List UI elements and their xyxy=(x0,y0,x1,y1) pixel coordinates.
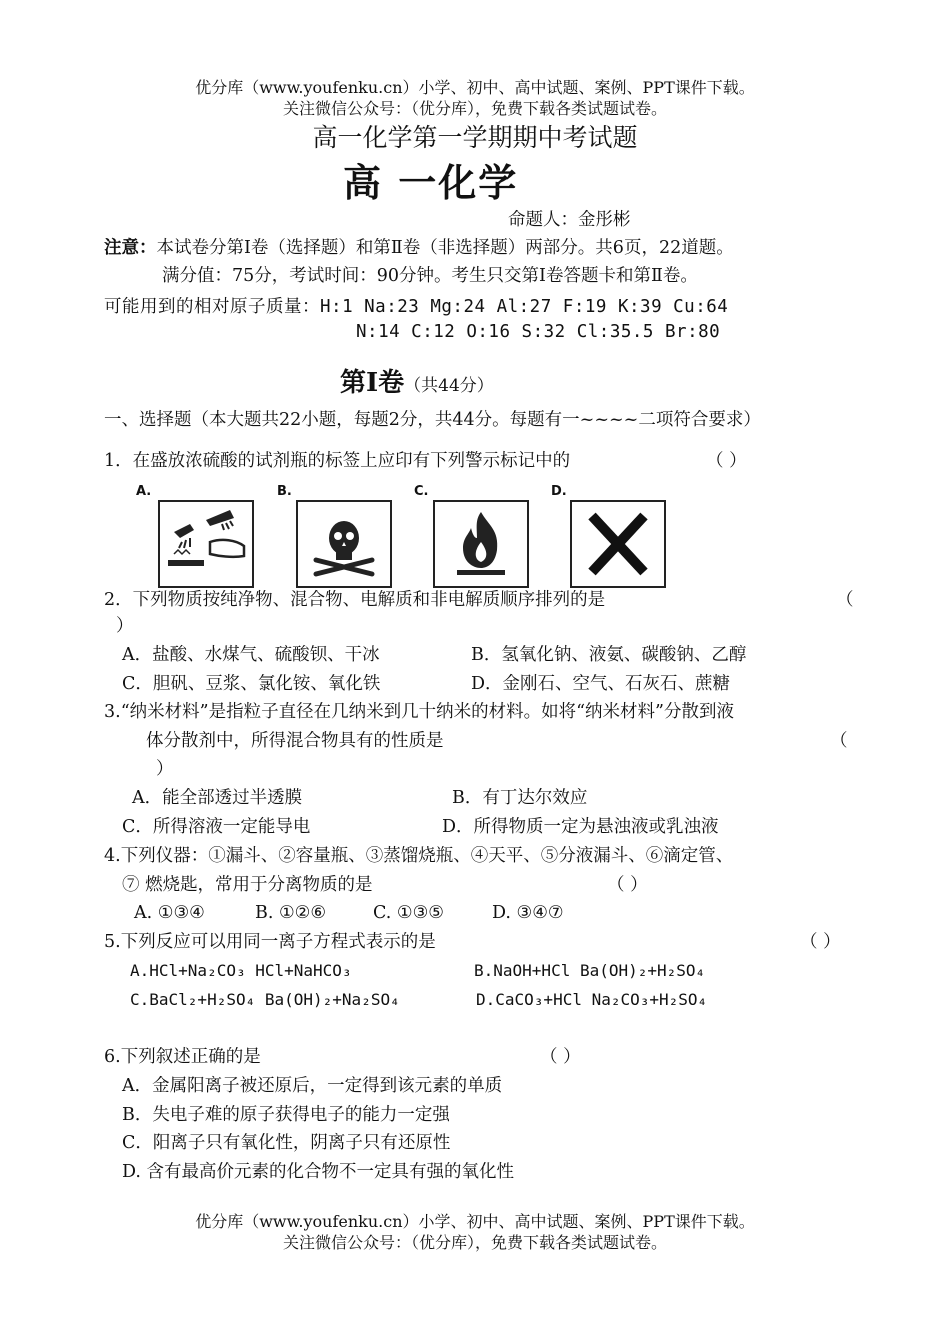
section-instruction: 一、选择题（本大题共22小题，每题2分，共44分。每题有一~~~~二项符合要求） xyxy=(104,410,761,430)
q6-option-d: D. 含有最高价元素的化合物不一定具有强的氧化性 xyxy=(122,1162,515,1182)
q5-option-d: D.CaCO₃+HCl Na₂CO₃+H₂SO₄ xyxy=(476,990,708,1009)
q4-stem-2: ⑦ 燃烧匙，常用于分离物质的是 xyxy=(122,875,373,895)
q1-label-a: A. xyxy=(136,484,152,499)
q4-option-b: B. ①②⑥ xyxy=(255,903,327,923)
atomic-mass-line-1: 可能用到的相对原子质量：H:1 Na:23 Mg:24 Al:27 F:19 K:39 Cu:64 xyxy=(104,297,729,317)
q1-stem: 1．在盛放浓硫酸的试剂瓶的标签上应印有下列警示标记中的 xyxy=(104,451,571,471)
q4-option-c: C. ①③⑤ xyxy=(373,903,444,923)
section-title xyxy=(340,362,494,399)
notice-text-1: 本试卷分第Ⅰ卷（选择题）和第Ⅱ卷（非选择题）两部分。共6页，22道题。 xyxy=(156,238,734,258)
footer-line-2: 关注微信公众号：（优分库），免费下载各类试题试卷。 xyxy=(282,1233,667,1252)
header-line-2: 关注微信公众号：（优分库），免费下载各类试题试卷。 xyxy=(282,99,667,118)
notice-line-1 xyxy=(104,236,734,260)
q2-paren-open: （ xyxy=(836,590,854,610)
q4-option-d: D. ③④⑦ xyxy=(492,903,564,923)
header-line-1: 优分库（www.youfenku.cn）小学、初中、高中试题、案例、PPT课件下载。 xyxy=(195,78,755,97)
q4-answer-paren: （ ） xyxy=(607,875,648,895)
q4-stem-1: 4.下列仪器：①漏斗、②容量瓶、③蒸馏烧瓶、④天平、⑤分液漏斗、⑥滴定管、 xyxy=(104,846,734,866)
q5-option-c: C.BaCl₂+H₂SO₄ Ba(OH)₂+Na₂SO₄ xyxy=(130,990,400,1009)
q3-stem-1: 3.“纳米材料”是指粒子直径在几纳米到几十纳米的材料。如将“纳米材料”分散到液 xyxy=(104,702,734,722)
atomic-mass-line-2: N:14 C:12 O:16 S:32 Cl:35.5 Br:80 xyxy=(356,322,721,342)
q6-stem: 6.下列叙述正确的是 xyxy=(104,1047,261,1067)
q5-option-a: A.HCl+Na₂CO₃ HCl+NaHCO₃ xyxy=(130,961,352,980)
corrosive-icon xyxy=(158,500,254,588)
flame-icon xyxy=(433,500,529,588)
q3-stem-2: 体分散剂中，所得混合物具有的性质是 xyxy=(146,731,444,751)
notice-label: 注意： xyxy=(104,238,157,258)
q2-option-a: A．盐酸、水煤气、硫酸钡、干冰 xyxy=(122,645,380,665)
q3-option-d: D．所得物质一定为悬浊液或乳浊液 xyxy=(442,817,719,837)
notice-line-2: 满分值：75分，考试时间：90分钟。考生只交第Ⅰ卷答题卡和第Ⅱ卷。 xyxy=(162,266,698,286)
q3-option-c: C．所得溶液一定能导电 xyxy=(122,817,311,837)
q1-label-b: B. xyxy=(277,484,292,499)
q1-label-d: D. xyxy=(551,484,567,499)
cross-x-icon xyxy=(570,500,666,588)
q3-option-a: A．能全部透过半透膜 xyxy=(132,788,303,808)
q4-option-a: A. ①③④ xyxy=(134,903,205,923)
q5-answer-paren: （ ） xyxy=(800,932,841,952)
q2-option-d: D．金刚石、空气、石灰石、蔗糖 xyxy=(471,674,731,694)
section-title-text: 第Ⅰ卷 xyxy=(340,368,405,398)
q3-paren-close: ） xyxy=(156,759,174,779)
q1-answer-paren: （ ） xyxy=(706,451,747,471)
q2-option-c: C．胆矾、豆浆、氯化铵、氧化铁 xyxy=(122,674,381,694)
q6-option-a: A．金属阳离子被还原后，一定得到该元素的单质 xyxy=(122,1076,503,1096)
q6-option-b: B．失电子难的原子获得电子的能力一定强 xyxy=(122,1105,450,1125)
section-note: （共44分） xyxy=(404,376,494,396)
skull-crossbones-icon xyxy=(296,500,392,588)
q2-paren-close: ） xyxy=(116,616,134,636)
exam-title: 高一化学第一学期期中考试题 xyxy=(312,123,638,152)
q5-option-b: B.NaOH+HCl Ba(OH)₂+H₂SO₄ xyxy=(474,961,706,980)
author-line: 命题人：金彤彬 xyxy=(508,210,631,230)
q1-label-c: C. xyxy=(414,484,429,499)
subject-title: 高 一化学 xyxy=(343,160,519,205)
q3-paren-open: （ xyxy=(830,731,848,751)
q5-stem: 5.下列反应可以用同一离子方程式表示的是 xyxy=(104,932,436,952)
q2-stem: 2．下列物质按纯净物、混合物、电解质和非电解质顺序排列的是 xyxy=(104,590,606,610)
q6-answer-paren: （ ） xyxy=(540,1047,581,1067)
q2-option-b: B．氢氧化钠、液氨、碳酸钠、乙醇 xyxy=(471,645,747,665)
q3-option-b: B．有丁达尔效应 xyxy=(452,788,588,808)
footer-line-1: 优分库（www.youfenku.cn）小学、初中、高中试题、案例、PPT课件下载。 xyxy=(195,1212,755,1231)
q6-option-c: C．阳离子只有氧化性，阴离子只有还原性 xyxy=(122,1133,451,1153)
